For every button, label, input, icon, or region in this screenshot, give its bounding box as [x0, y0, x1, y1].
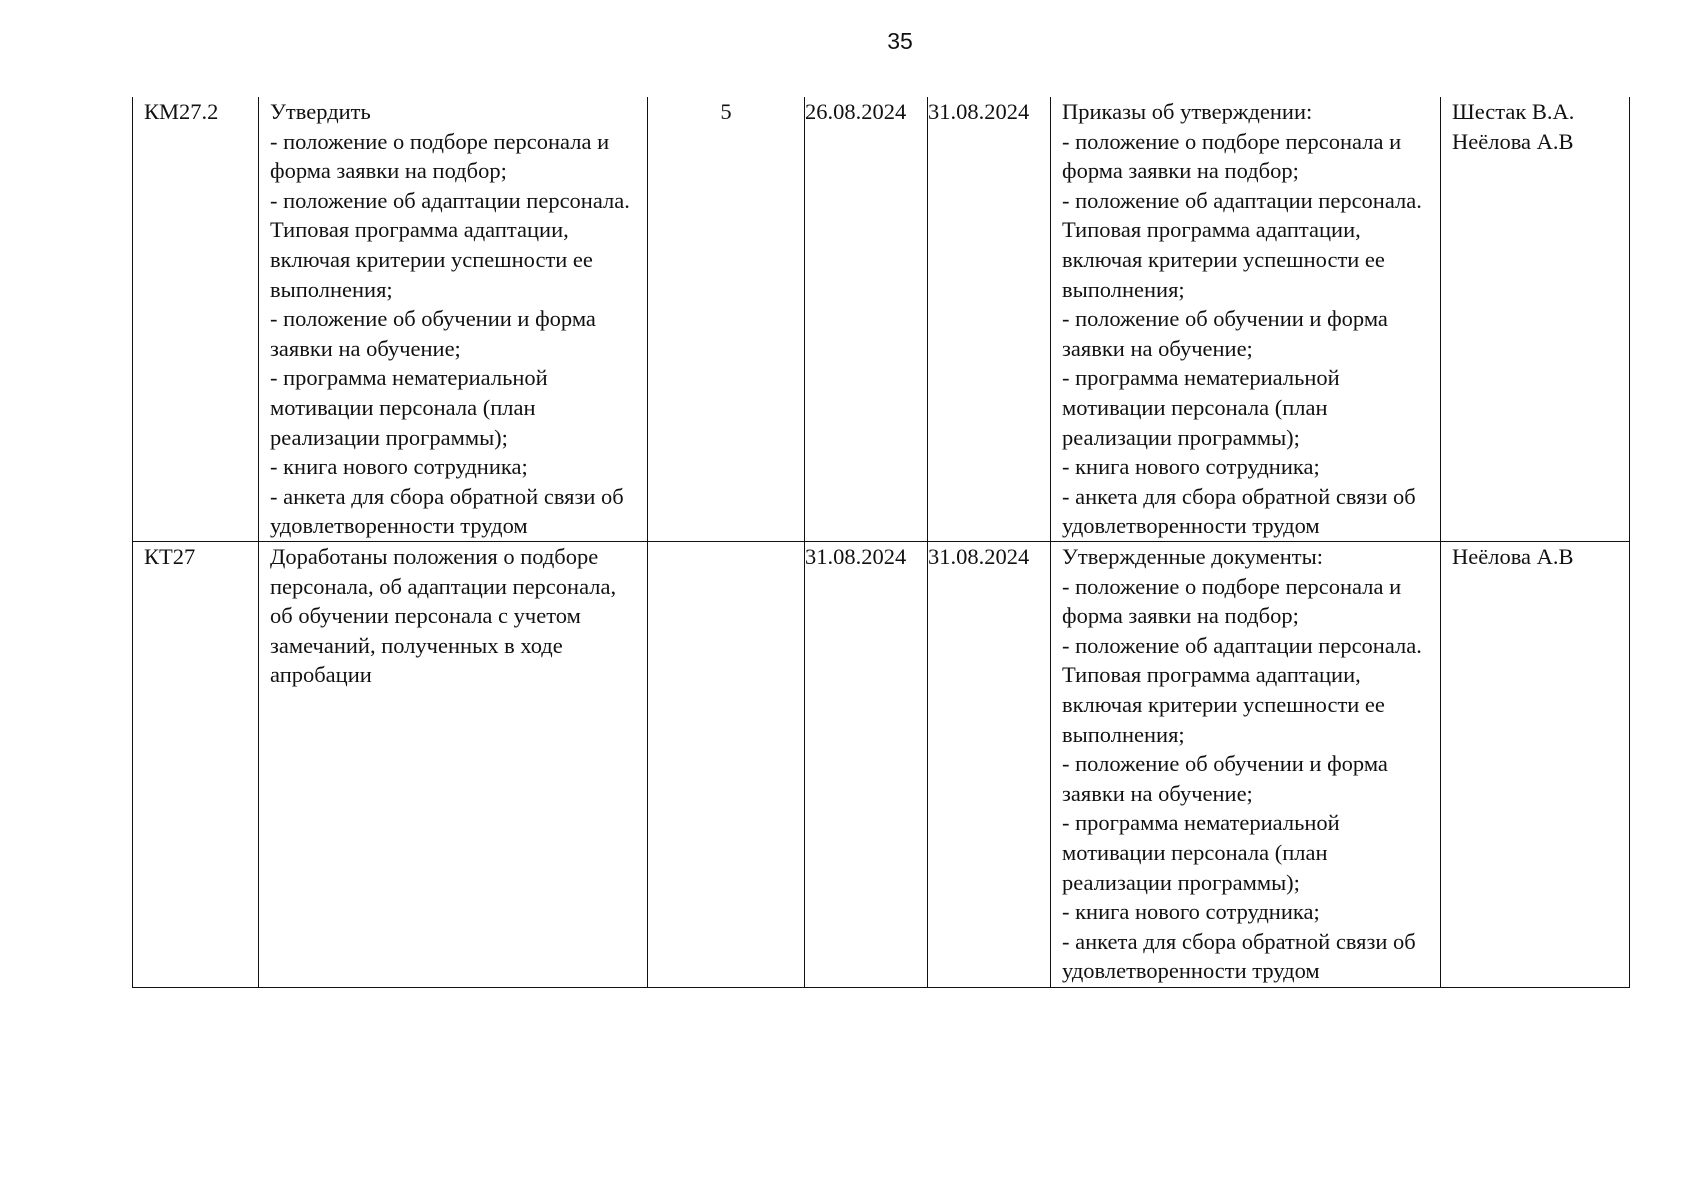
task-description-cell: Доработаны положения о подборе персонала, об адаптации персонала, об обучении персонала с учетом замечаний, полученных в ходе апробации	[259, 542, 648, 988]
duration-cell	[648, 542, 805, 988]
milestone-code-cell: КМ27.2	[133, 97, 259, 542]
result-cell: Приказы об утверждении: - положение о подборе персонала и форма заявки на подбор; - положение об адаптации персонала. Типовая программа адаптации, включая критерии успешности ее выполнения; - положение об обучении и форма заявки на обучение; - программа нематериальной мотивации персонала (план реализации программы); - книга нового сотрудника; - анкета для сбора обратной связи об удовлетворенности трудом	[1051, 97, 1441, 542]
table-row	[133, 97, 1630, 542]
result-cell: Утвержденные документы: - положение о подборе персонала и форма заявки на подбор; - положение об адаптации персонала. Типовая программа адаптации, включая критерии успешности ее выполнения; - положение об обучении и форма заявки на обучение; - программа нематериальной мотивации персонала (план реализации программы); - книга нового сотрудника; - анкета для сбора обратной связи об удовлетворенности трудом	[1051, 542, 1441, 988]
responsible-cell: Шестак В.А. Неёлова А.В	[1441, 97, 1630, 542]
milestone-code-cell: КТ27	[133, 542, 259, 988]
duration-cell: 5	[648, 97, 805, 542]
start-date-cell: 26.08.2024	[805, 97, 928, 542]
responsible-cell: Неёлова А.В	[1441, 542, 1630, 988]
end-date-cell: 31.08.2024	[928, 97, 1051, 542]
table-row	[133, 542, 1630, 988]
plan-table	[132, 97, 1630, 988]
end-date-cell: 31.08.2024	[928, 542, 1051, 988]
task-description-cell: Утвердить - положение о подборе персонала и форма заявки на подбор; - положение об адаптации персонала. Типовая программа адаптации, включая критерии успешности ее выполнения; - положение об обучении и форма заявки на обучение; - программа нематериальной мотивации персонала (план реализации программы); - книга нового сотрудника; - анкета для сбора обратной связи об удовлетворенности трудом	[259, 97, 648, 542]
page-number: 35	[887, 28, 913, 54]
start-date-cell: 31.08.2024	[805, 542, 928, 988]
